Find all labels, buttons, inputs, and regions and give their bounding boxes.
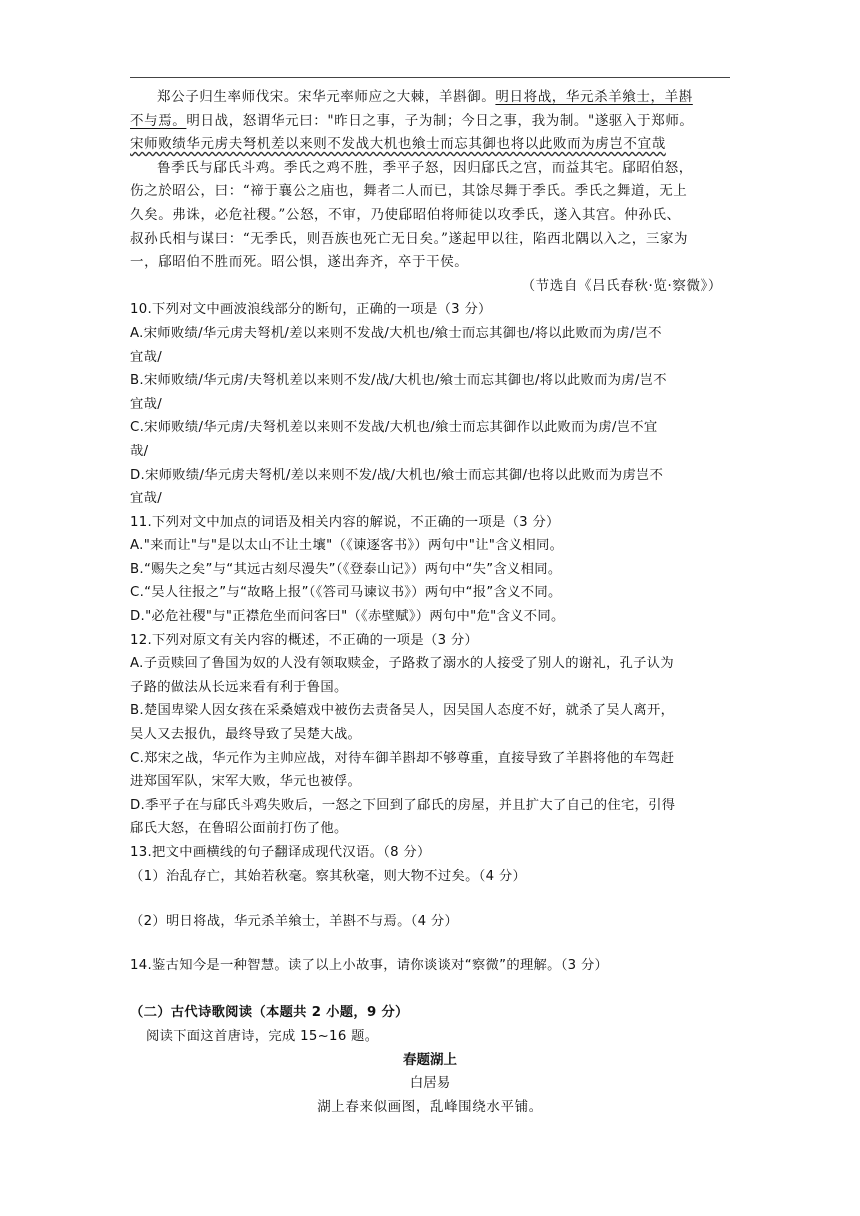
option-d-cont: 郈氏大怒，在鲁昭公面前打伤了他。 (130, 821, 348, 837)
option-a: A.子贡赎回了鲁国为奴的人没有领取赎金，子路救了溺水的人接受了别人的谢礼，孔子认为 (130, 656, 674, 672)
passage-text: 明日战，怒谓华元曰："昨日之事，子为制；今日之事，我为制。"遂驱入于郑师。 (186, 112, 694, 129)
section-instruction: 阅读下面这首唐诗，完成 15~16 题。 (146, 1028, 379, 1044)
wavy-underlined-sentence: 宋师败绩华元虏夫弩机差以来则不发战大机也飨士而忘其御也将以此败而为虏岂不宜哉 (130, 136, 666, 153)
option-b: B.宋师败绩/华元虏/夫弩机差以来则不发/战/大机也/飨士而忘其御也/将以此败而为虏/岂不 (130, 373, 667, 389)
option-d: D.季平子在与郈氏斗鸡失败后，一怒之下回到了郈氏的房屋，并且扩大了自己的住宅，引得 (130, 797, 676, 813)
sub-question-1: （1）治乱存亡，其始若秋毫。察其秋毫，则大物不过矣。（4 分） (130, 868, 527, 884)
sub-question-2: （2）明日将战，华元杀羊飨士，羊斟不与焉。（4 分） (130, 914, 459, 930)
question-11 (130, 511, 730, 629)
passage-line: 一，郈昭伯不胜而死。昭公惧，遂出奔齐，卒于干侯。 (130, 254, 469, 271)
question-10 (130, 298, 730, 510)
option-b: B.楚国卑梁人因女孩在采桑嬉戏中被伤去责备吴人，因吴国人态度不好，就杀了吴人离开， (130, 703, 675, 719)
underlined-sentence: 不与焉。 (130, 112, 187, 129)
poem-title: 春题湖上 (403, 1051, 457, 1068)
option-b: B.“赐失之矣”与“其远古刻尽漫失”（《登泰山记》）两句中“失”含义相同。 (130, 561, 562, 577)
option-b-cont: 吴人又去报仇，最终导致了吴楚大战。 (130, 727, 362, 743)
passage-line (130, 110, 730, 134)
underlined-sentence: 明日将战，华元杀羊飨士，羊斟 (495, 89, 693, 105)
passage-line (130, 86, 730, 110)
option-c: C.“吴人往报之”与“故略上报”（《答司马谏议书》）两句中“报”含义不同。 (130, 585, 562, 601)
option-d: D.宋师败绩/华元虏夫弩机/差以来则不发/战/大机也/飨士而忘其御/也将以此败而为虏岂不 (130, 467, 664, 483)
passage-text: 郑公子归生率师伐宋。宋华元率师应之大棘，羊斟御。 (157, 89, 496, 105)
top-rule (130, 77, 730, 78)
section-heading: （二）古代诗歌阅读（本题共 2 小题，9 分） (130, 1005, 409, 1021)
question-13 (130, 841, 730, 934)
passage-paragraph-1 (130, 86, 730, 157)
option-a: A.宋师败绩/华元虏夫弩机/差以来则不发战/大机也/飨士而忘其御也/将以此败而为虏/岂不 (130, 325, 662, 341)
option-d-cont: 宜哉/ (130, 491, 162, 507)
poem-line: 湖上春来似画图，乱峰围绕水平铺。 (317, 1098, 543, 1115)
question-stem: 12.下列对原文有关内容的概述，不正确的一项是（3 分） (130, 632, 479, 648)
option-d: D."必危社稷"与"正襟危坐而问客曰"（《赤壁赋》）两句中"危"含义不同。 (130, 609, 565, 625)
option-a-cont: 子路的做法从长远来看有利于鲁国。 (130, 679, 348, 695)
passage-line: 鲁季氏与郈氏斗鸡。季氏之鸡不胜，季平子怒，因归郈氏之宫，而益其宅。郈昭伯怒， (157, 159, 693, 176)
passage-source: （节选自《吕氏春秋·览·察微》） (521, 277, 722, 294)
option-a: A."来而让"与"是以太山不让土壤"（《谏逐客书》）两句中"让"含义相同。 (130, 538, 564, 554)
question-14: 14.鉴古知今是一种智慧。读了以上小故事，请你谈谈对“察微”的理解。（3 分） (130, 957, 609, 973)
passage-paragraph-2 (130, 157, 730, 275)
option-a-cont: 宜哉/ (130, 349, 162, 365)
question-stem: 10.下列对文中画波浪线部分的断句，正确的一项是（3 分） (130, 302, 492, 318)
option-b-cont: 宜哉/ (130, 396, 162, 412)
poem-author: 白居易 (409, 1075, 451, 1092)
passage-line (130, 133, 730, 157)
exam-page (130, 86, 730, 1119)
passage-line: 久矣。弗诛，必危社稷。”公怒，不审，乃使郈昭伯将师徒以攻季氏，遂入其宫。仲孙氏、 (130, 206, 681, 223)
question-stem: 13.把文中画横线的句子翻译成现代汉语。（8 分） (130, 845, 431, 860)
question-stem: 11.下列对文中加点的词语及相关内容的解说，不正确的一项是（3 分） (130, 514, 560, 530)
option-c: C.郑宋之战，华元作为主帅应战，对待车御羊斟却不够尊重，直接导致了羊斟将他的车驾赶 (130, 750, 675, 766)
option-c-cont: 哉/ (130, 443, 149, 459)
question-12 (130, 629, 730, 841)
passage-line: 叔孙氏相与谋曰：“无季氏，则吾族也死亡无日矣。”遂起甲以往，陷西北隅以入之，三家为 (130, 230, 689, 247)
passage-line: 伤之於昭公，曰：“禘于襄公之庙也，舞者二人而已，其馀尽舞于季氏。季氏之舞道，无上 (130, 183, 688, 200)
option-c-cont: 进郑国军队，宋军大败，华元也被俘。 (130, 774, 362, 790)
option-c: C.宋师败绩/华元虏/夫弩机差以来则不发战/大机也/飨士而忘其御作以此败而为虏/岂不宜 (130, 420, 658, 436)
